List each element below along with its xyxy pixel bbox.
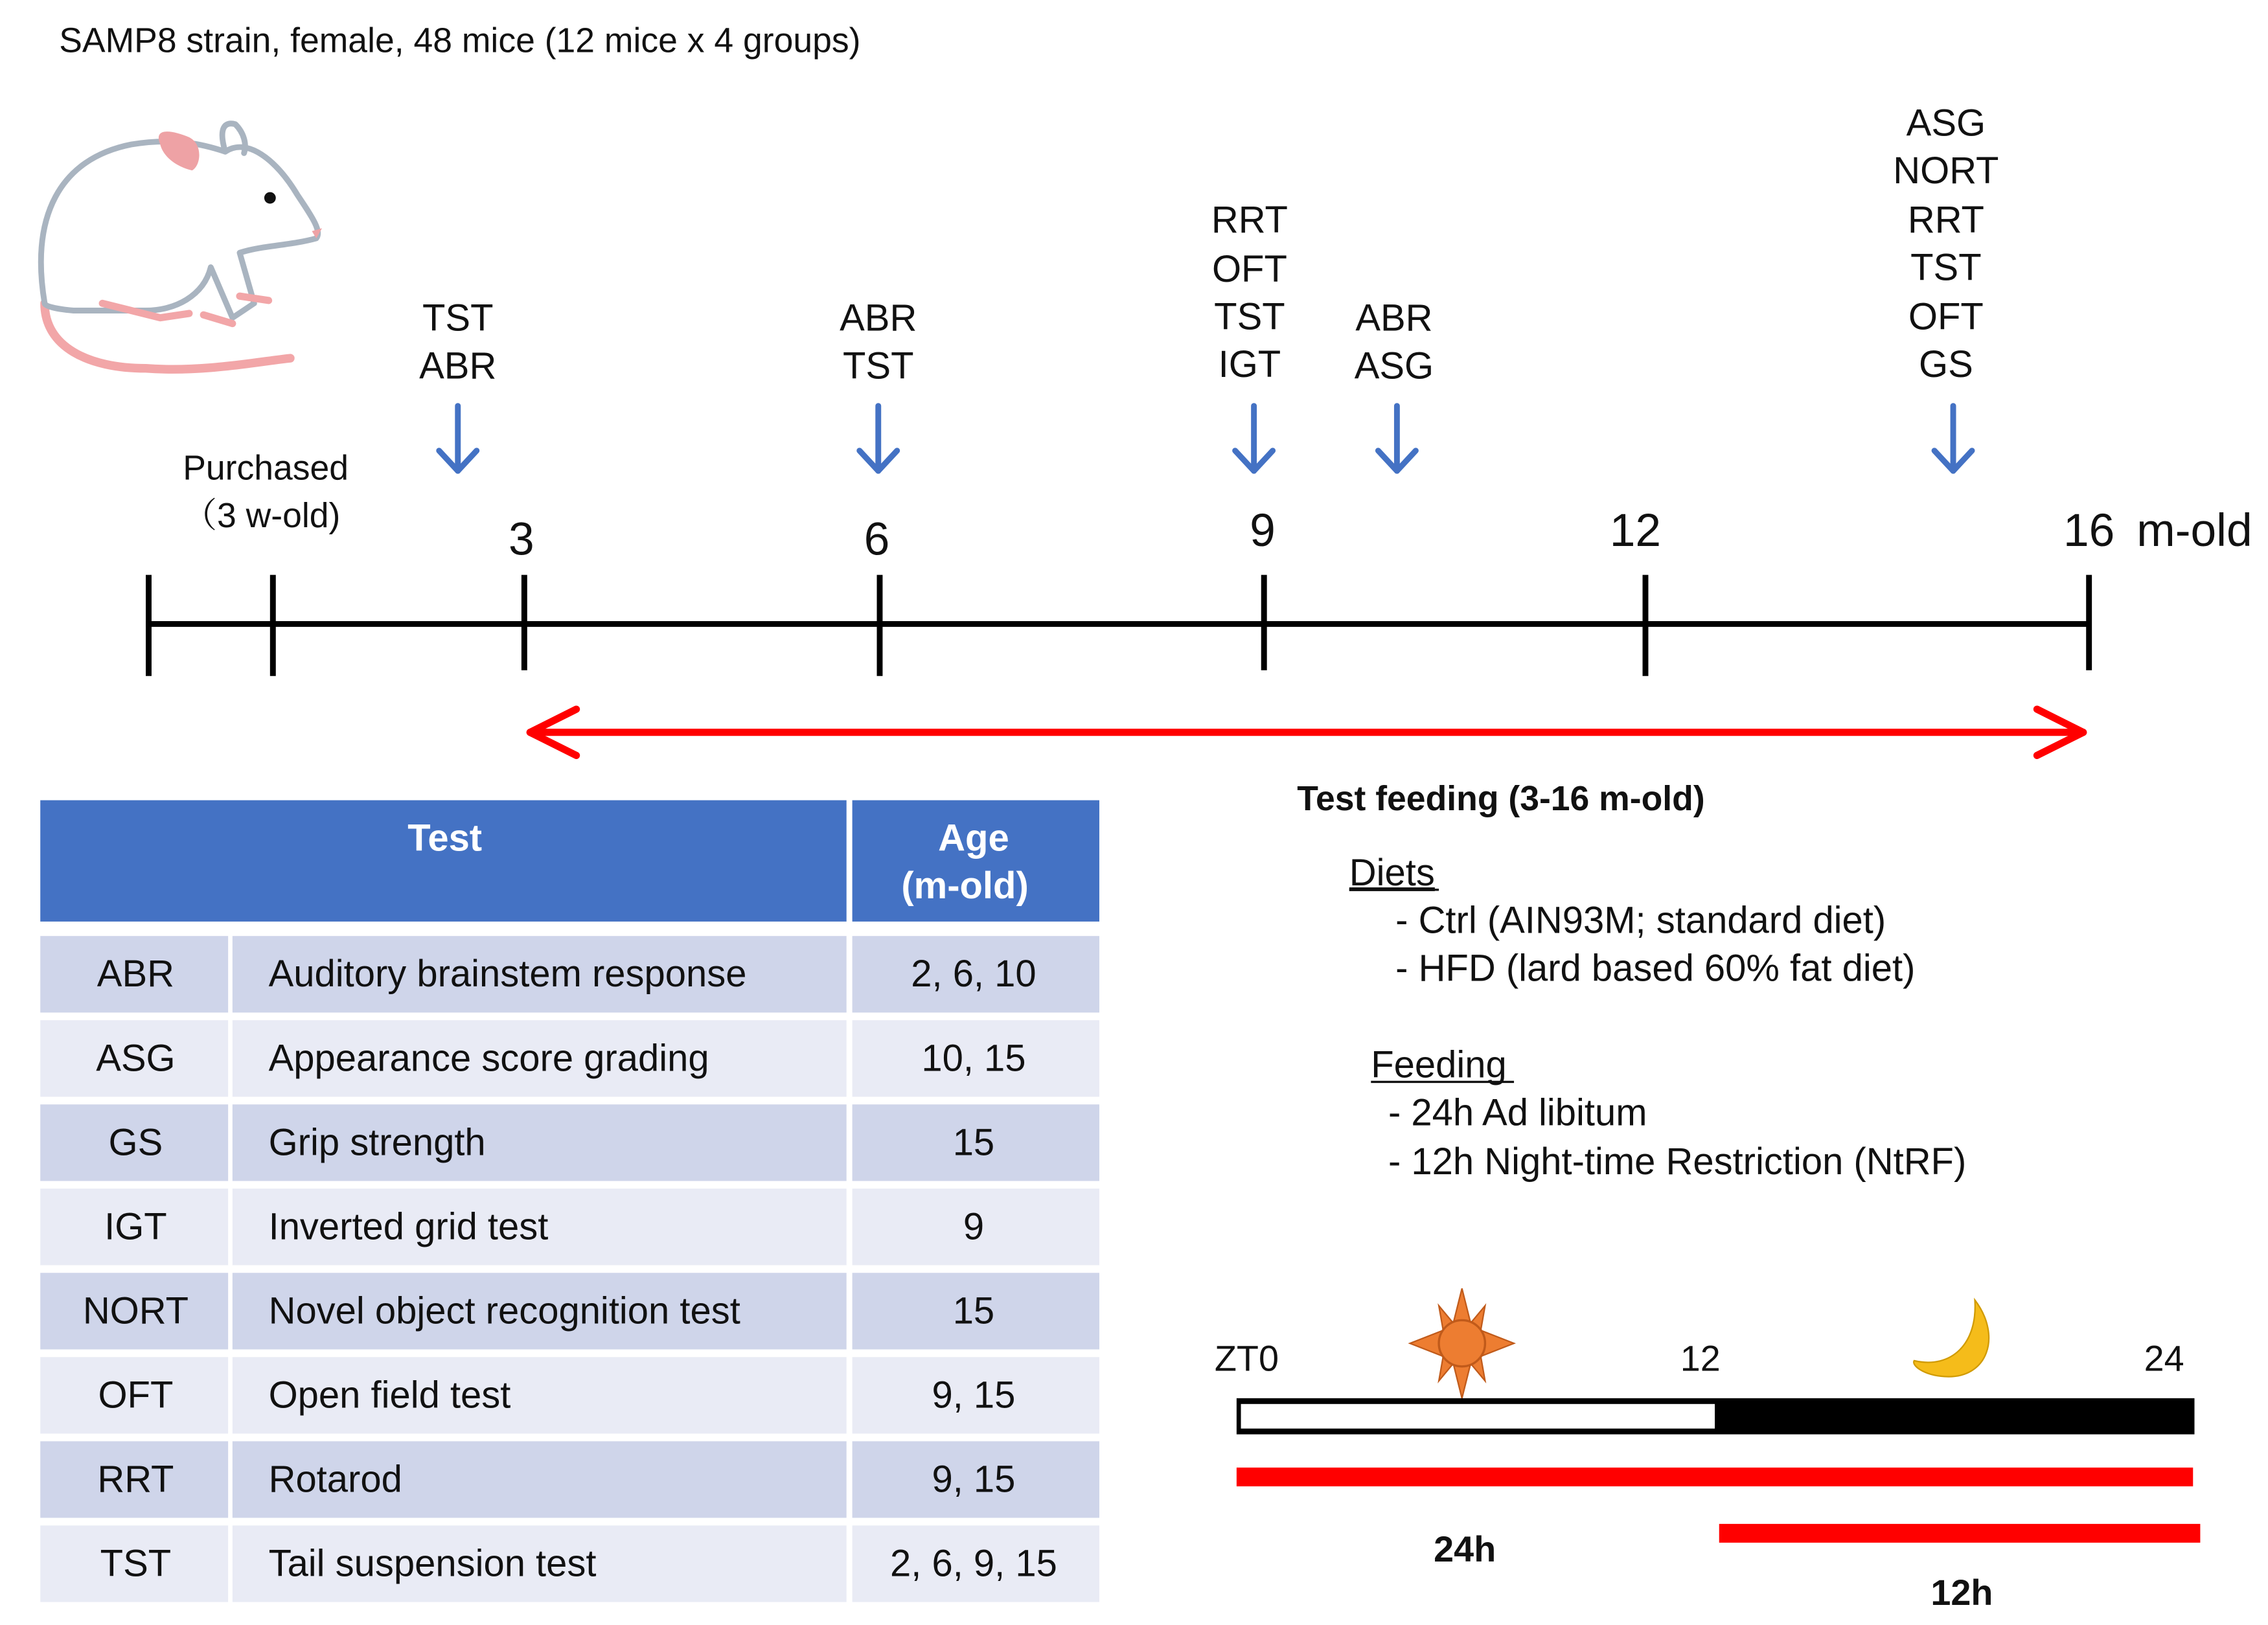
purchased-label: Purchased: [183, 449, 349, 488]
table-cell-abbr: OFT: [98, 1374, 174, 1416]
light-phase-bar: [1241, 1404, 1715, 1429]
mouse-icon: [41, 124, 322, 369]
tick-label: 3: [509, 513, 534, 565]
event-test: OFT: [1908, 296, 1984, 338]
event-6: [840, 298, 917, 387]
table-cell-name: Auditory brainstem response: [268, 953, 747, 995]
diets-heading: Diets: [1349, 852, 1435, 894]
purchased-age-label: （3 w-old): [182, 497, 341, 536]
feeding-period-arrow: [530, 709, 2083, 755]
table-row: [40, 1020, 1099, 1097]
arrow-down-icon: [860, 406, 897, 471]
table-cell-name: Rotarod: [268, 1459, 402, 1501]
zt12-label: 12: [1680, 1338, 1721, 1379]
table-cell-abbr: NORT: [82, 1290, 189, 1332]
feeding-12h-label: 12h: [1930, 1572, 1993, 1613]
table-row: [40, 1525, 1099, 1602]
feeding-item: - 12h Night-time Restriction (NtRF): [1388, 1141, 1967, 1183]
table-row: [40, 1357, 1099, 1433]
table-cell-age: 9, 15: [932, 1459, 1016, 1501]
event-test: NORT: [1893, 150, 1999, 192]
table-cell-abbr: RRT: [97, 1459, 174, 1501]
zt24-label: 24: [2144, 1338, 2184, 1379]
event-15: [1893, 103, 1999, 385]
table-cell-abbr: TST: [100, 1543, 172, 1585]
unit-label: m-old: [2136, 505, 2252, 557]
event-10: [1355, 298, 1434, 387]
event-test: ABR: [840, 297, 917, 339]
zt0-label: ZT0: [1214, 1338, 1279, 1379]
table-cell-name: Grip strength: [268, 1122, 486, 1164]
feeding-period-label: Test feeding (3-16 m-old): [1297, 780, 1705, 819]
table-cell-age: 2, 6, 9, 15: [890, 1543, 1057, 1585]
event-test: ASG: [1906, 102, 1986, 144]
table-cell-abbr: IGT: [104, 1206, 167, 1248]
tick-label: 16: [2063, 505, 2115, 557]
feeding-item: - 24h Ad libitum: [1388, 1092, 1647, 1134]
feeding-24h-bar: [1237, 1468, 2193, 1486]
table-row: [40, 936, 1099, 1012]
event-test: OFT: [1211, 248, 1287, 290]
table-cell-age: 15: [952, 1122, 995, 1164]
table-cell-abbr: GS: [108, 1122, 163, 1164]
feeding-24h-label: 24h: [1434, 1528, 1496, 1569]
arrow-down-icon: [1378, 406, 1415, 471]
table-cell-abbr: ASG: [96, 1038, 176, 1080]
title: SAMP8 strain, female, 48 mice (12 mice x 4 groups): [59, 21, 861, 60]
table-cell-name: Tail suspension test: [268, 1543, 597, 1585]
table-cell-abbr: ABR: [97, 953, 175, 995]
table-cell-age: 9, 15: [932, 1374, 1016, 1416]
feeding-heading: Feeding: [1371, 1044, 1507, 1086]
table-row: [40, 1104, 1099, 1181]
event-test: TST: [843, 345, 914, 387]
tick-label: 6: [864, 513, 890, 565]
table-row: [40, 1441, 1099, 1517]
event-test: ABR: [419, 345, 497, 387]
table-header-age: Age: [938, 817, 1009, 859]
event-test: IGT: [1218, 344, 1281, 386]
table-row: [40, 1188, 1099, 1265]
feeding-12h-bar: [1719, 1524, 2201, 1543]
table-cell-name: Open field test: [268, 1374, 511, 1416]
table-row: [40, 1273, 1099, 1349]
arrow-down-icon: [1934, 406, 1972, 471]
table-header-age-unit: (m-old): [901, 865, 1029, 907]
table-cell-age: 2, 6, 10: [911, 953, 1037, 995]
event-test: ABR: [1355, 297, 1433, 339]
table-cell-name: Inverted grid test: [268, 1206, 549, 1248]
timeline-axis: [146, 575, 2090, 676]
event-3: [419, 298, 496, 387]
sun-icon: [1410, 1288, 1514, 1398]
arrow-down-icon: [439, 406, 477, 471]
event-test: GS: [1919, 344, 1973, 386]
table-cell-name: Novel object recognition test: [268, 1290, 740, 1332]
arrow-down-icon: [1235, 406, 1273, 471]
event-test: ASG: [1354, 345, 1434, 387]
event-test: TST: [1214, 296, 1285, 338]
table-cell-age: 15: [952, 1290, 995, 1332]
tick-label: 12: [1609, 505, 1662, 557]
event-test: RRT: [1907, 199, 1984, 242]
event-test: RRT: [1211, 199, 1288, 242]
table-header-test: Test: [407, 817, 483, 859]
table-cell-name: Appearance score grading: [268, 1038, 709, 1080]
diet-item: - HFD (lard based 60% fat diet): [1395, 948, 1916, 990]
diet-item: - Ctrl (AIN93M; standard diet): [1395, 900, 1886, 942]
tick-label: 9: [1250, 505, 1276, 557]
event-test: TST: [1910, 247, 1982, 289]
table-cell-age: 9: [963, 1206, 985, 1248]
table-cell-age: 10, 15: [921, 1038, 1026, 1080]
event-test: TST: [422, 297, 494, 339]
event-9: [1211, 199, 1288, 385]
moon-icon: [1914, 1300, 1989, 1376]
test-table: [40, 801, 1099, 1602]
